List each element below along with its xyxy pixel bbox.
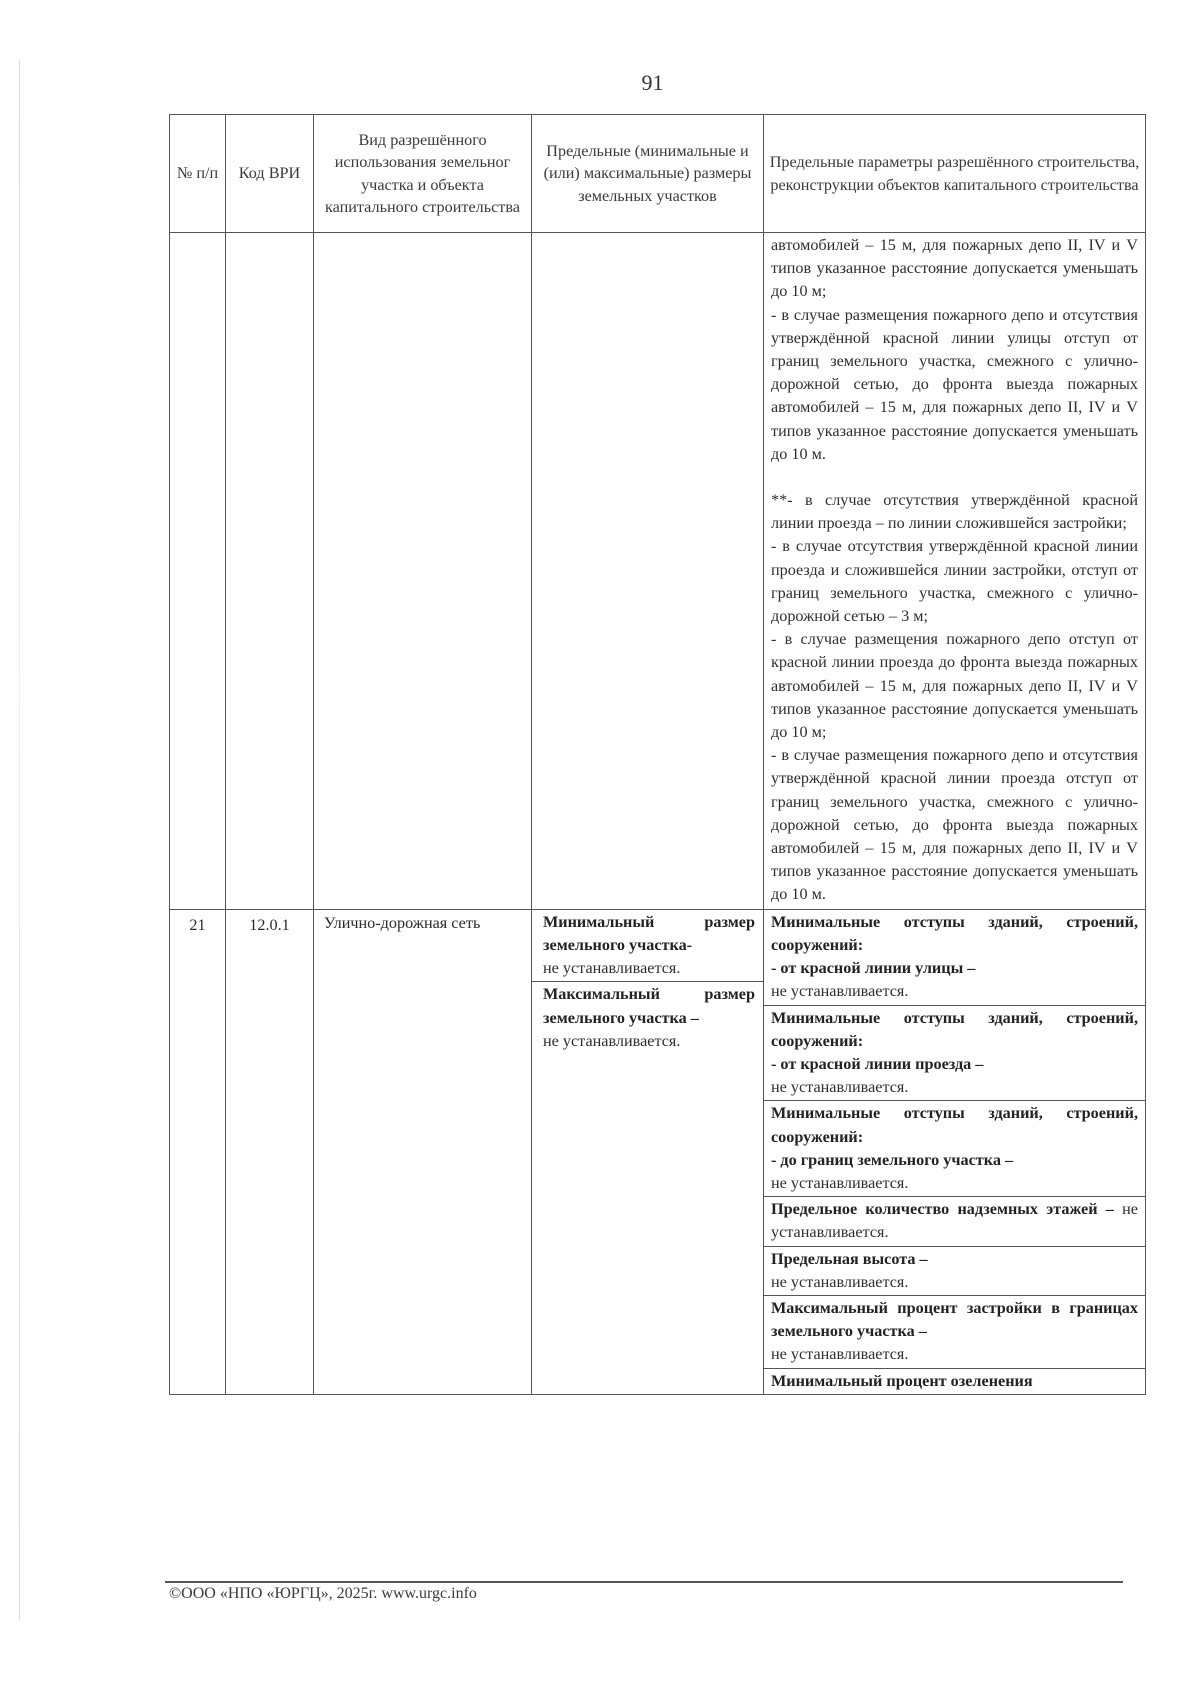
header-plot-sizes: Предельные (минимальные и (или) максимальные) размеры земельных участков	[532, 115, 764, 233]
param-block: Минимальный процент озеленения	[771, 1371, 1033, 1390]
size-label: Максимальный размер земельного участка –	[543, 985, 755, 1027]
row-plot-sizes	[532, 909, 764, 1394]
continued-params	[764, 233, 1145, 909]
param-block: Предельное количество надземных этажей – не устанавливается.	[764, 1197, 1145, 1246]
param-paragraph: **- в случае отсутствия утверждённой красной линии проезда – по линии сложившейся застройки;	[771, 491, 1138, 533]
row-number: 21	[170, 909, 226, 1394]
size-value: не устанавливается.	[543, 959, 681, 978]
param-paragraph: - в случае отсутствия утверждённой красной линии проезда и сложившейся линии застройки, отступ от границ земельного участка, смежного с улично-дорожной сетью – 3 м;	[771, 537, 1138, 626]
size-block-max	[532, 982, 763, 1054]
param-block: Минимальные отступы зданий, строений, сооружений: - от красной линии улицы – не устанавливается.	[764, 910, 1145, 1006]
row-code: 12.0.1	[226, 909, 314, 1394]
size-value: не устанавливается.	[543, 1031, 681, 1050]
param-paragraph: автомобилей – 15 м, для пожарных депо II, IV и V типов указанное расстояние допускается уменьшать до 10 м;	[771, 236, 1138, 301]
footer-divider	[165, 1581, 1123, 1583]
header-code: Код ВРИ	[226, 115, 314, 233]
table-header-row	[170, 115, 1146, 233]
param-block: Предельная высота – не устанавливается.	[764, 1247, 1145, 1296]
table-row-21	[170, 909, 1146, 1394]
row-build-params	[764, 909, 1146, 1394]
zoning-table	[169, 114, 1146, 1395]
size-label: Минимальный размер земельного участка-	[543, 912, 755, 954]
table-row-continued	[170, 233, 1146, 910]
param-block: Минимальные отступы зданий, строений, сооружений: - от красной линии проезда – не устанавливается.	[764, 1006, 1145, 1102]
page-number: 91	[641, 70, 664, 95]
param-paragraph: - в случае размещения пожарного депо и отсутствия утверждённой красной линии проезда отступ от границ земельного участка, смежного с улично-дорожной сетью, до фронта выезда пожарных автомобилей – 15 м, для пожарных депо II, IV и V типов указанное расстояние допускается уменьшать до 10 м.	[771, 746, 1138, 904]
param-block: Минимальные отступы зданий, строений, сооружений: - до границ земельного участка – не устанавливается.	[764, 1101, 1145, 1197]
param-paragraph: - в случае размещения пожарного депо отступ от красной линии проезда до фронта выезда пожарных автомобилей – 15 м, для пожарных депо II, IV и V типов указанное расстояние допускается уменьшать до 10 м;	[771, 630, 1138, 742]
footer-copyright: ©ООО «НПО «ЮРГЦ», 2025г. www.urgc.info	[169, 1585, 477, 1602]
header-build-params: Предельные параметры разрешённого строительства, реконструкции объектов капитального строительства	[764, 115, 1146, 233]
scan-edge	[19, 60, 20, 1620]
header-use-type: Вид разрешённого использования земельног участка и объекта капитального строительства	[314, 115, 532, 233]
row-use-type: Улично-дорожная сеть	[314, 909, 532, 1394]
param-paragraph: - в случае размещения пожарного депо и отсутствия утверждённой красной линии улицы отступ от границ земельного участка, смежного с улично-дорожной сетью, до фронта выезда пожарных автомобилей – 15 м, для пожарных депо II, IV и V типов указанное расстояние допускается уменьшать до 10 м.	[771, 305, 1138, 463]
param-block: Максимальный процент застройки в границах земельного участка – не устанавливается.	[764, 1296, 1145, 1369]
header-number: № п/п	[170, 115, 226, 233]
size-block-min	[532, 910, 763, 983]
